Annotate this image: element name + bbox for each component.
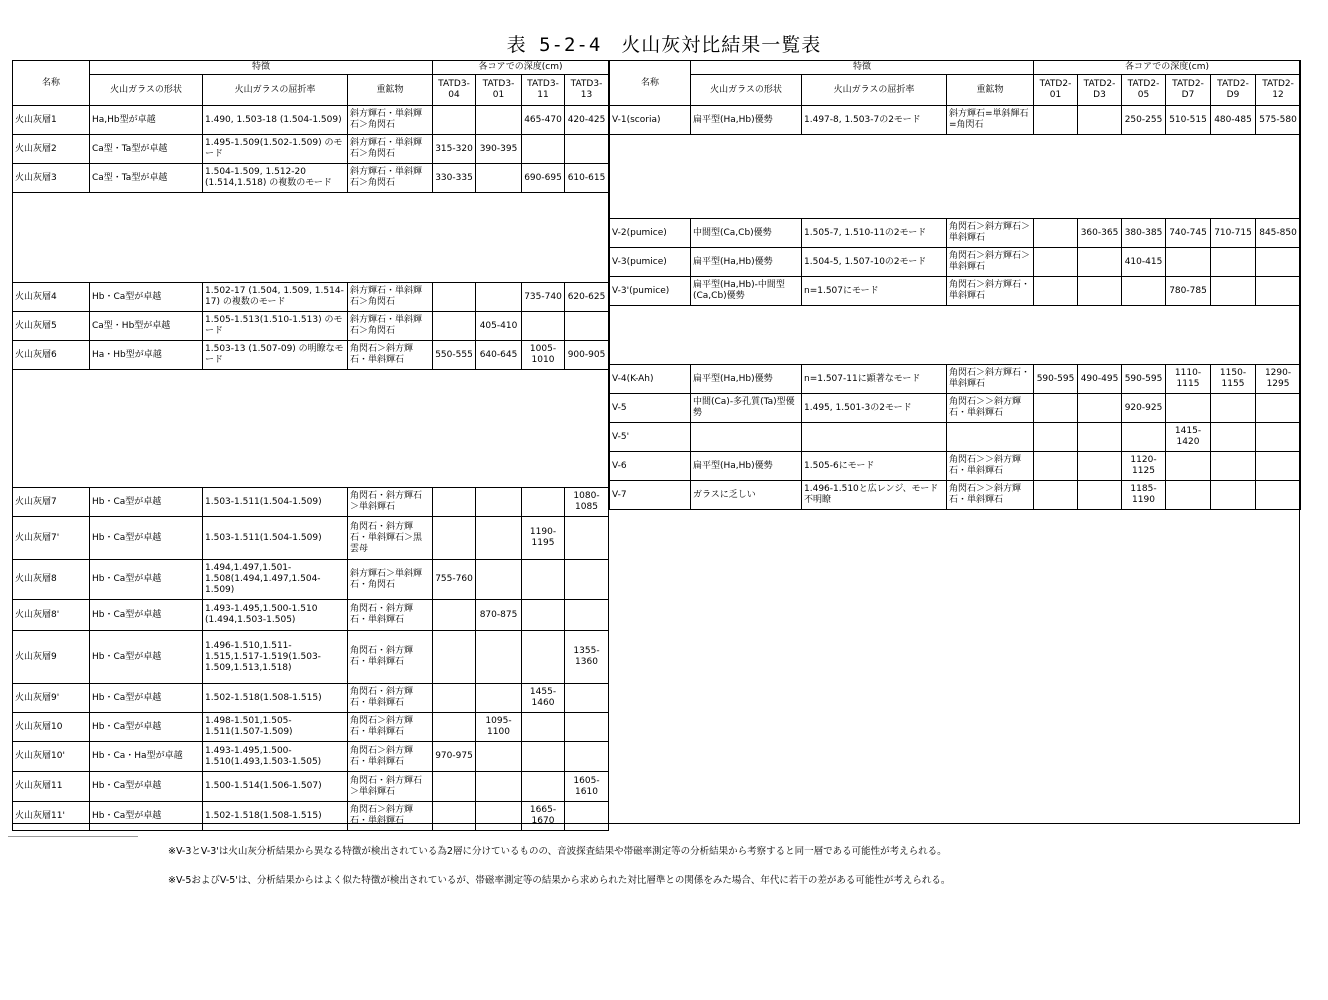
table-row [13, 713, 609, 742]
glass-shape: 扁平型(Ha,Hb)優勢 [691, 365, 802, 394]
depth-value: 590-595 [1122, 365, 1166, 394]
layer-name: 火山灰層8' [13, 600, 90, 631]
heavy-minerals: 角閃石＞斜方輝石・単斜輝石 [348, 802, 433, 831]
depth-value: 480-485 [1211, 106, 1256, 135]
depth-value [522, 600, 565, 631]
header-refractive-index: 火山ガラスの屈折率 [203, 75, 348, 106]
layer-name: 火山灰層4 [13, 283, 90, 312]
footnote-1: ※V-3とV-3'は火山灰分析結果から異なる特徴が検出されている為2層に分けているものの、音波探査結果や帯磁率測定等の分析結果から考察すると同一層である可能性が考えられる。 [168, 846, 947, 857]
layer-name: 火山灰層9 [13, 631, 90, 684]
table-row [13, 341, 609, 370]
depth-value [565, 135, 609, 164]
depth-value [565, 802, 609, 831]
heavy-minerals: 斜方輝石・単斜輝石＞角閃石 [348, 164, 433, 193]
glass-shape: ガラスに乏しい [691, 481, 802, 510]
heavy-minerals: 斜方輝石＞単斜輝石・角閃石 [348, 560, 433, 600]
depth-value [1211, 423, 1256, 452]
refractive-index: 1.505-7, 1.510-11の2モード [802, 219, 947, 248]
refractive-index: 1.490, 1.503-18 (1.504-1.509) [203, 106, 348, 135]
refractive-index: 1.495-1.509(1.502-1.509) のモード [203, 135, 348, 164]
depth-value [433, 631, 476, 684]
depth-value: 1415-1420 [1166, 423, 1211, 452]
table-row [610, 248, 1301, 277]
refractive-index: 1.493-1.495,1.500-1.510 (1.494,1.503-1.505) [203, 600, 348, 631]
depth-value [433, 772, 476, 802]
depth-value: 380-385 [1122, 219, 1166, 248]
heavy-minerals: 斜方輝石・単斜輝石＞角閃石 [348, 106, 433, 135]
depth-value: 590-595 [1034, 365, 1078, 394]
depth-value [433, 684, 476, 713]
left-table [12, 60, 609, 831]
depth-value [476, 560, 522, 600]
table-gap [610, 135, 1301, 219]
depth-value: 405-410 [476, 312, 522, 341]
heavy-minerals: 角閃石・斜方輝石・単斜輝石＞黒雲母 [348, 517, 433, 560]
depth-value [476, 802, 522, 831]
depth-value [1034, 452, 1078, 481]
heavy-minerals: 角閃石＞斜方輝石・単斜輝石 [947, 277, 1034, 306]
table-row [13, 164, 609, 193]
glass-shape: 中間型(Ca,Cb)優勢 [691, 219, 802, 248]
heavy-minerals: 角閃石・斜方輝石＞単斜輝石 [348, 772, 433, 802]
depth-value [1034, 394, 1078, 423]
depth-value [433, 802, 476, 831]
layer-name: V-7 [610, 481, 691, 510]
depth-value [1211, 481, 1256, 510]
depth-value [565, 684, 609, 713]
header-refractive-index: 火山ガラスの屈折率 [802, 75, 947, 106]
depth-value [1078, 452, 1122, 481]
depth-value [522, 713, 565, 742]
header-name: 名称 [13, 61, 90, 106]
depth-value [1078, 106, 1122, 135]
layer-name: V-5' [610, 423, 691, 452]
depth-value [1034, 219, 1078, 248]
refractive-index: 1.496-1.510と広レンジ、モード不明瞭 [802, 481, 947, 510]
depth-value [522, 772, 565, 802]
depth-value: 1605-1610 [565, 772, 609, 802]
depth-value [1256, 481, 1301, 510]
glass-shape: 扁平型(Ha,Hb)優勢 [691, 106, 802, 135]
table-row [13, 283, 609, 312]
depth-value: 845-850 [1256, 219, 1301, 248]
depth-value [1211, 452, 1256, 481]
header-depth: 各コアでの深度(cm) [1034, 61, 1301, 75]
depth-value: 330-335 [433, 164, 476, 193]
depth-value [433, 600, 476, 631]
table-row [13, 772, 609, 802]
refractive-index: 1.504-1.509, 1.512-20 (1.514,1.518) の複数のモード [203, 164, 348, 193]
header-core: TATD3-13 [565, 75, 609, 106]
heavy-minerals: 角閃石＞＞斜方輝石・単斜輝石 [947, 452, 1034, 481]
depth-value: 490-495 [1078, 365, 1122, 394]
depth-value [1122, 277, 1166, 306]
refractive-index: 1.494,1.497,1.501-1.508(1.494,1.497,1.504-1.509) [203, 560, 348, 600]
depth-value [476, 488, 522, 517]
heavy-minerals: 角閃石・斜方輝石・単斜輝石 [348, 684, 433, 713]
table-row [13, 106, 609, 135]
depth-value: 640-645 [476, 341, 522, 370]
layer-name: V-5 [610, 394, 691, 423]
depth-value [1034, 481, 1078, 510]
depth-value: 1005-1010 [522, 341, 565, 370]
header-core: TATD2-05 [1122, 75, 1166, 106]
refractive-index: 1.504-5, 1.507-10の2モード [802, 248, 947, 277]
depth-value [433, 488, 476, 517]
table-row [13, 742, 609, 772]
table-row [13, 560, 609, 600]
depth-value [476, 631, 522, 684]
heavy-minerals: 角閃石・斜方輝石＞単斜輝石 [348, 488, 433, 517]
depth-value: 740-745 [1166, 219, 1211, 248]
refractive-index: 1.503-1.511(1.504-1.509) [203, 517, 348, 560]
refractive-index: 1.502-1.518(1.508-1.515) [203, 802, 348, 831]
depth-value: 1095-1100 [476, 713, 522, 742]
glass-shape: Hb・Ca・Ha型が卓越 [90, 742, 203, 772]
depth-value [565, 713, 609, 742]
refractive-index: 1.493-1.495,1.500-1.510(1.493,1.503-1.505) [203, 742, 348, 772]
header-features: 特徴 [691, 61, 1034, 75]
header-core: TATD2-D3 [1078, 75, 1122, 106]
depth-value [522, 560, 565, 600]
refractive-index: n=1.507-11に顕著なモード [802, 365, 947, 394]
glass-shape: Ca型・Hb型が卓越 [90, 312, 203, 341]
layer-name: 火山灰層8 [13, 560, 90, 600]
layer-name: 火山灰層7' [13, 517, 90, 560]
glass-shape: 扁平型(Ha,Hb)-中間型(Ca,Cb)優勢 [691, 277, 802, 306]
glass-shape: Hb・Ca型が卓越 [90, 600, 203, 631]
table-row [13, 135, 609, 164]
gap-cell [13, 370, 609, 488]
refractive-index: 1.497-8, 1.503-7の2モード [802, 106, 947, 135]
depth-value: 1110-1115 [1166, 365, 1211, 394]
depth-value: 510-515 [1166, 106, 1211, 135]
depth-value [1211, 394, 1256, 423]
layer-name: 火山灰層11' [13, 802, 90, 831]
header-name: 名称 [610, 61, 691, 106]
layer-name: 火山灰層10 [13, 713, 90, 742]
depth-value: 900-905 [565, 341, 609, 370]
refractive-index: 1.502-1.518(1.508-1.515) [203, 684, 348, 713]
depth-value: 1150-1155 [1211, 365, 1256, 394]
depth-value [1256, 277, 1301, 306]
depth-value: 550-555 [433, 341, 476, 370]
depth-value [1256, 423, 1301, 452]
header-shape: 火山ガラスの形状 [90, 75, 203, 106]
glass-shape [691, 423, 802, 452]
heavy-minerals: 斜方輝石・単斜輝石＞角閃石 [348, 135, 433, 164]
refractive-index: 1.505-6にモード [802, 452, 947, 481]
table-row [610, 481, 1301, 510]
layer-name: 火山灰層11 [13, 772, 90, 802]
heavy-minerals: 角閃石＞斜方輝石＞単斜輝石 [947, 248, 1034, 277]
table-row [610, 219, 1301, 248]
layer-name: 火山灰層9' [13, 684, 90, 713]
refractive-index: 1.500-1.514(1.506-1.507) [203, 772, 348, 802]
depth-value [1034, 248, 1078, 277]
depth-value: 1355-1360 [565, 631, 609, 684]
refractive-index: 1.498-1.501,1.505-1.511(1.507-1.509) [203, 713, 348, 742]
depth-value [1256, 248, 1301, 277]
depth-value: 780-785 [1166, 277, 1211, 306]
depth-value: 610-615 [565, 164, 609, 193]
heavy-minerals: 斜方輝石・単斜輝石＞角閃石 [348, 312, 433, 341]
depth-value [522, 312, 565, 341]
depth-value [1034, 277, 1078, 306]
depth-value: 390-395 [476, 135, 522, 164]
header-core: TATD2-D7 [1166, 75, 1211, 106]
depth-value: 1185-1190 [1122, 481, 1166, 510]
depth-value [565, 517, 609, 560]
depth-value [1166, 394, 1211, 423]
refractive-index: 1.503-13 (1.507-09) の明瞭なモード [203, 341, 348, 370]
refractive-index [802, 423, 947, 452]
header-core: TATD2-12 [1256, 75, 1301, 106]
header-core: TATD3-04 [433, 75, 476, 106]
layer-name: V-1(scoria) [610, 106, 691, 135]
depth-value: 420-425 [565, 106, 609, 135]
depth-value [565, 312, 609, 341]
depth-value [1078, 423, 1122, 452]
table-row [610, 423, 1301, 452]
header-heavy-minerals: 重鉱物 [947, 75, 1034, 106]
layer-name: V-4(K-Ah) [610, 365, 691, 394]
layer-name: 火山灰層10' [13, 742, 90, 772]
depth-value [1078, 481, 1122, 510]
gap-cell [13, 193, 609, 283]
depth-value: 870-875 [476, 600, 522, 631]
table-row [13, 631, 609, 684]
depth-value: 970-975 [433, 742, 476, 772]
header-features: 特徴 [90, 61, 433, 75]
glass-shape: Hb・Ca型が卓越 [90, 802, 203, 831]
depth-value [433, 312, 476, 341]
refractive-index: 1.505-1.513(1.510-1.513) のモード [203, 312, 348, 341]
depth-value [476, 517, 522, 560]
depth-value [476, 684, 522, 713]
depth-value [476, 106, 522, 135]
depth-value [433, 517, 476, 560]
depth-value [433, 713, 476, 742]
refractive-index: 1.495, 1.501-3の2モード [802, 394, 947, 423]
depth-value [1166, 481, 1211, 510]
heavy-minerals: 斜方輝石=単斜輝石=角閃石 [947, 106, 1034, 135]
heavy-minerals: 角閃石＞斜方輝石・単斜輝石 [348, 742, 433, 772]
depth-value [1211, 248, 1256, 277]
table-row [13, 600, 609, 631]
depth-value [1166, 248, 1211, 277]
depth-value: 1455-1460 [522, 684, 565, 713]
depth-value: 1120-1125 [1122, 452, 1166, 481]
glass-shape: Ha,Hb型が卓越 [90, 106, 203, 135]
depth-value [1122, 423, 1166, 452]
depth-value [1078, 248, 1122, 277]
depth-value: 250-255 [1122, 106, 1166, 135]
depth-value [1078, 277, 1122, 306]
depth-value: 360-365 [1078, 219, 1122, 248]
depth-value [522, 742, 565, 772]
table-row [610, 365, 1301, 394]
depth-value [1256, 394, 1301, 423]
glass-shape: Hb・Ca型が卓越 [90, 772, 203, 802]
table-row [610, 277, 1301, 306]
depth-value [565, 742, 609, 772]
depth-value: 755-760 [433, 560, 476, 600]
gap-cell [610, 306, 1301, 365]
heavy-minerals: 斜方輝石・単斜輝石＞角閃石 [348, 283, 433, 312]
refractive-index: 1.502-17 (1.504, 1.509, 1.514-17) の複数のモード [203, 283, 348, 312]
glass-shape: Hb・Ca型が卓越 [90, 283, 203, 312]
depth-value [1034, 106, 1078, 135]
glass-shape: Ca型・Ta型が卓越 [90, 164, 203, 193]
depth-value [1211, 277, 1256, 306]
table-row [610, 106, 1301, 135]
table-gap [13, 370, 609, 488]
page-title: 表 5-2-4 火山灰対比結果一覧表 [506, 34, 822, 56]
depth-value: 620-625 [565, 283, 609, 312]
heavy-minerals: 角閃石＞＞斜方輝石・単斜輝石 [947, 481, 1034, 510]
depth-value: 465-470 [522, 106, 565, 135]
layer-name: V-3'(pumice) [610, 277, 691, 306]
table-row [13, 312, 609, 341]
depth-value: 920-925 [1122, 394, 1166, 423]
depth-value: 1290-1295 [1256, 365, 1301, 394]
header-shape: 火山ガラスの形状 [691, 75, 802, 106]
heavy-minerals: 角閃石＞斜方輝石・単斜輝石 [348, 341, 433, 370]
heavy-minerals: 角閃石＞斜方輝石・単斜輝石 [947, 365, 1034, 394]
header-depth: 各コアでの深度(cm) [433, 61, 609, 75]
depth-value: 410-415 [1122, 248, 1166, 277]
header-heavy-minerals: 重鉱物 [348, 75, 433, 106]
depth-value: 735-740 [522, 283, 565, 312]
right-table [609, 60, 1301, 510]
refractive-index: 1.503-1.511(1.504-1.509) [203, 488, 348, 517]
depth-value: 1080-1085 [565, 488, 609, 517]
depth-value [1256, 452, 1301, 481]
heavy-minerals: 角閃石＞斜方輝石・単斜輝石 [348, 713, 433, 742]
layer-name: 火山灰層1 [13, 106, 90, 135]
layer-name: V-6 [610, 452, 691, 481]
glass-shape: Hb・Ca型が卓越 [90, 517, 203, 560]
layer-name: 火山灰層7 [13, 488, 90, 517]
depth-value [522, 631, 565, 684]
table-row [13, 517, 609, 560]
heavy-minerals: 角閃石・斜方輝石・単斜輝石 [348, 631, 433, 684]
depth-value [522, 488, 565, 517]
gap-cell [610, 135, 1301, 219]
layer-name: 火山灰層3 [13, 164, 90, 193]
glass-shape: 扁平型(Ha,Hb)優勢 [691, 248, 802, 277]
header-core: TATD2-01 [1034, 75, 1078, 106]
footnote-2: ※V-5およびV-5'は、分析結果からはよく似た特徴が検出されているが、帯磁率測定等の結果から求められた対比層準との関係をみた場合、年代に若干の差がある可能性が考えられる。 [168, 875, 951, 886]
heavy-minerals: 角閃石＞斜方輝石＞単斜輝石 [947, 219, 1034, 248]
refractive-index: 1.496-1.510,1.511-1.515,1.517-1.519(1.503-1.509,1.513,1.518) [203, 631, 348, 684]
heavy-minerals: 角閃石＞＞斜方輝石・単斜輝石 [947, 394, 1034, 423]
refractive-index: n=1.507にモード [802, 277, 947, 306]
depth-value [565, 560, 609, 600]
header-core: TATD3-01 [476, 75, 522, 106]
depth-value [476, 742, 522, 772]
table-row [13, 802, 609, 831]
header-core: TATD3-11 [522, 75, 565, 106]
depth-value [1166, 452, 1211, 481]
glass-shape: Hb・Ca型が卓越 [90, 631, 203, 684]
table-gap [610, 306, 1301, 365]
glass-shape: Ca型・Ta型が卓越 [90, 135, 203, 164]
layer-name: V-3(pumice) [610, 248, 691, 277]
depth-value [433, 106, 476, 135]
header-core: TATD2-D9 [1211, 75, 1256, 106]
layer-name: 火山灰層2 [13, 135, 90, 164]
glass-shape: Hb・Ca型が卓越 [90, 684, 203, 713]
depth-value [476, 772, 522, 802]
glass-shape: 中間(Ca)-多孔質(Ta)型優勢 [691, 394, 802, 423]
glass-shape: 扁平型(Ha,Hb)優勢 [691, 452, 802, 481]
depth-value: 1190-1195 [522, 517, 565, 560]
layer-name: V-2(pumice) [610, 219, 691, 248]
layer-name: 火山灰層6 [13, 341, 90, 370]
depth-value [1078, 394, 1122, 423]
glass-shape: Hb・Ca型が卓越 [90, 488, 203, 517]
layer-name: 火山灰層5 [13, 312, 90, 341]
depth-value [1034, 423, 1078, 452]
depth-value: 575-580 [1256, 106, 1301, 135]
depth-value: 690-695 [522, 164, 565, 193]
heavy-minerals: 角閃石・斜方輝石・単斜輝石 [348, 600, 433, 631]
table-gap [13, 193, 609, 283]
heavy-minerals [947, 423, 1034, 452]
depth-value [522, 135, 565, 164]
table-row [13, 488, 609, 517]
depth-value: 1665-1670 [522, 802, 565, 831]
depth-value: 315-320 [433, 135, 476, 164]
table-row [13, 684, 609, 713]
depth-value [433, 283, 476, 312]
glass-shape: Hb・Ca型が卓越 [90, 713, 203, 742]
depth-value: 710-715 [1211, 219, 1256, 248]
depth-value [476, 283, 522, 312]
table-row [610, 394, 1301, 423]
depth-value [476, 164, 522, 193]
glass-shape: Hb・Ca型が卓越 [90, 560, 203, 600]
glass-shape: Ha・Hb型が卓越 [90, 341, 203, 370]
divider [8, 836, 138, 837]
depth-value [565, 600, 609, 631]
table-row [610, 452, 1301, 481]
